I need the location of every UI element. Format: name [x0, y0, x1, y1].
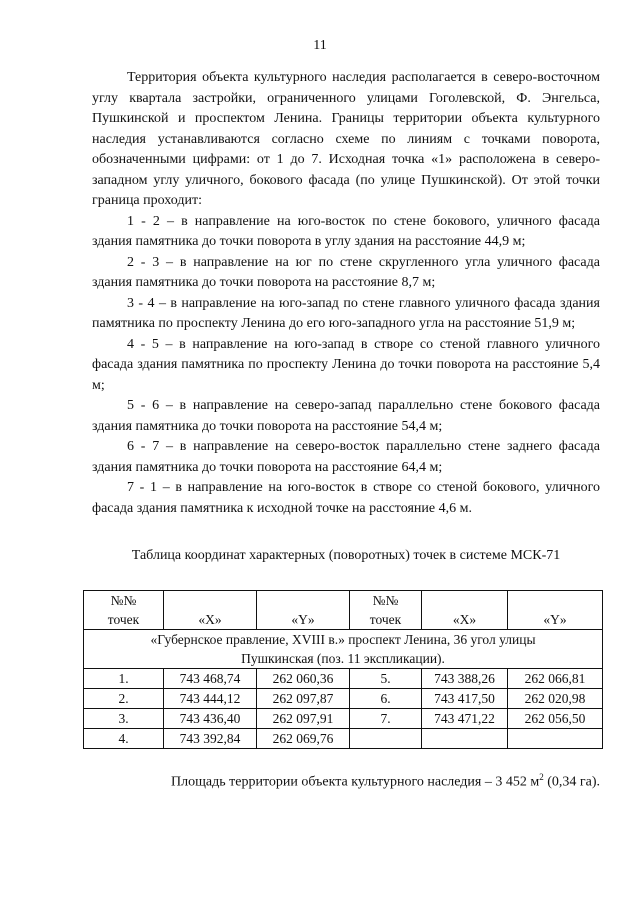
area-statement [92, 772, 600, 791]
y-value: 262 097,91 [257, 709, 350, 729]
table-header-row [84, 591, 603, 630]
table-row [84, 689, 603, 709]
header-x: «X» [164, 591, 257, 630]
paragraph-intro: Территория объекта культурного наследия располагается в северо-восточном углу квартала застройки, ограниченного улицами Гоголевской, Ф. Энгельса, Пушкинской и проспектом Ленина. Границы территории объекта культурного наследия устанавливаются согласно схеме по линиям с точками поворота, обозначенными цифрами: от 1 до 7. Исходная точка «1» расположена в северо-западном углу уличного, бокового фасада (по улице Пушкинской). От этой точки граница проходит: [92, 70, 600, 208]
x-value [422, 729, 508, 749]
header-point-number-line2: точек [107, 612, 140, 627]
y-value: 262 020,98 [508, 689, 603, 709]
table-group-row [84, 630, 603, 669]
group-title [84, 630, 603, 669]
x-value: 743 388,26 [422, 669, 508, 689]
paragraph-segment-2-3: 2 - 3 – в направление на юг по стене скругленного угла уличного фасада здания памятника до точки поворота на расстояние 8,7 м; [92, 254, 600, 290]
point-number: 5. [350, 669, 422, 689]
x-value: 743 444,12 [164, 689, 257, 709]
point-number: 2. [84, 689, 164, 709]
coordinates-table [83, 590, 603, 749]
table-row [84, 729, 603, 749]
paragraph-segment-1-2: 1 - 2 – в направление на юго-восток по стене бокового, уличного фасада здания памятника до точки поворота в углу здания на расстояние 44,9 м; [92, 213, 600, 249]
header-y: «Y» [257, 591, 350, 630]
paragraph-segment-3-4: 3 - 4 – в направление на юго-запад по стене главного уличного фасада здания памятника по проспекту Ленина до его юго-западного угла на расстояние 51,9 м; [92, 295, 600, 331]
header-point-number-2-line2: точек [369, 612, 402, 627]
point-number: 1. [84, 669, 164, 689]
area-text: Площадь территории объекта культурного наследия – 3 452 м [171, 774, 540, 790]
y-value: 262 056,50 [508, 709, 603, 729]
point-number: 4. [84, 729, 164, 749]
x-value: 743 417,50 [422, 689, 508, 709]
paragraph-segment-6-7: 6 - 7 – в направление на северо-восток параллельно стене заднего фасада здания памятника до точки поворота на расстояние 64,4 м; [92, 439, 600, 475]
header-point-number-line1: №№ [110, 593, 137, 608]
header-x-2: «X» [422, 591, 508, 630]
x-value: 743 392,84 [164, 729, 257, 749]
header-point-number-2 [350, 591, 422, 630]
y-value: 262 069,76 [257, 729, 350, 749]
point-number: 7. [350, 709, 422, 729]
point-number: 3. [84, 709, 164, 729]
y-value [508, 729, 603, 749]
page-number: 11 [313, 38, 327, 53]
group-title-line1: «Губернское правление, XVIII в.» проспект Ленина, 36 угол улицы [150, 632, 536, 647]
table-row [84, 669, 603, 689]
header-point-number-2-line1: №№ [372, 593, 399, 608]
point-number [350, 729, 422, 749]
paragraph-segment-5-6: 5 - 6 – в направление на северо-запад параллельно стене бокового фасада здания памятника до точки поворота на расстояние 54,4 м; [92, 398, 600, 434]
area-suffix: (0,34 га). [543, 774, 600, 790]
y-value: 262 066,81 [508, 669, 603, 689]
paragraph-segment-4-5: 4 - 5 – в направление на юго-запад в створе со стеной главного уличного фасада здания памятника по проспекту Ленина до точки поворота на расстояние 5,4 м; [92, 336, 600, 393]
paragraph-segment-7-1: 7 - 1 – в направление на юго-восток в створе со стеной бокового, уличного фасада здания памятника к исходной точке на расстояние 4,6 м. [92, 480, 600, 516]
table-row [84, 709, 603, 729]
header-y-2: «Y» [508, 591, 603, 630]
x-value: 743 471,22 [422, 709, 508, 729]
area-unit-superscript: 2 [539, 772, 544, 782]
y-value: 262 097,87 [257, 689, 350, 709]
point-number: 6. [350, 689, 422, 709]
x-value: 743 436,40 [164, 709, 257, 729]
table-caption: Таблица координат характерных (поворотных) точек в системе МСК-71 [131, 548, 561, 563]
body-text [92, 68, 600, 519]
y-value: 262 060,36 [257, 669, 350, 689]
group-title-line2: Пушкинская (поз. 11 экспликации). [241, 651, 445, 666]
x-value: 743 468,74 [164, 669, 257, 689]
header-point-number [84, 591, 164, 630]
